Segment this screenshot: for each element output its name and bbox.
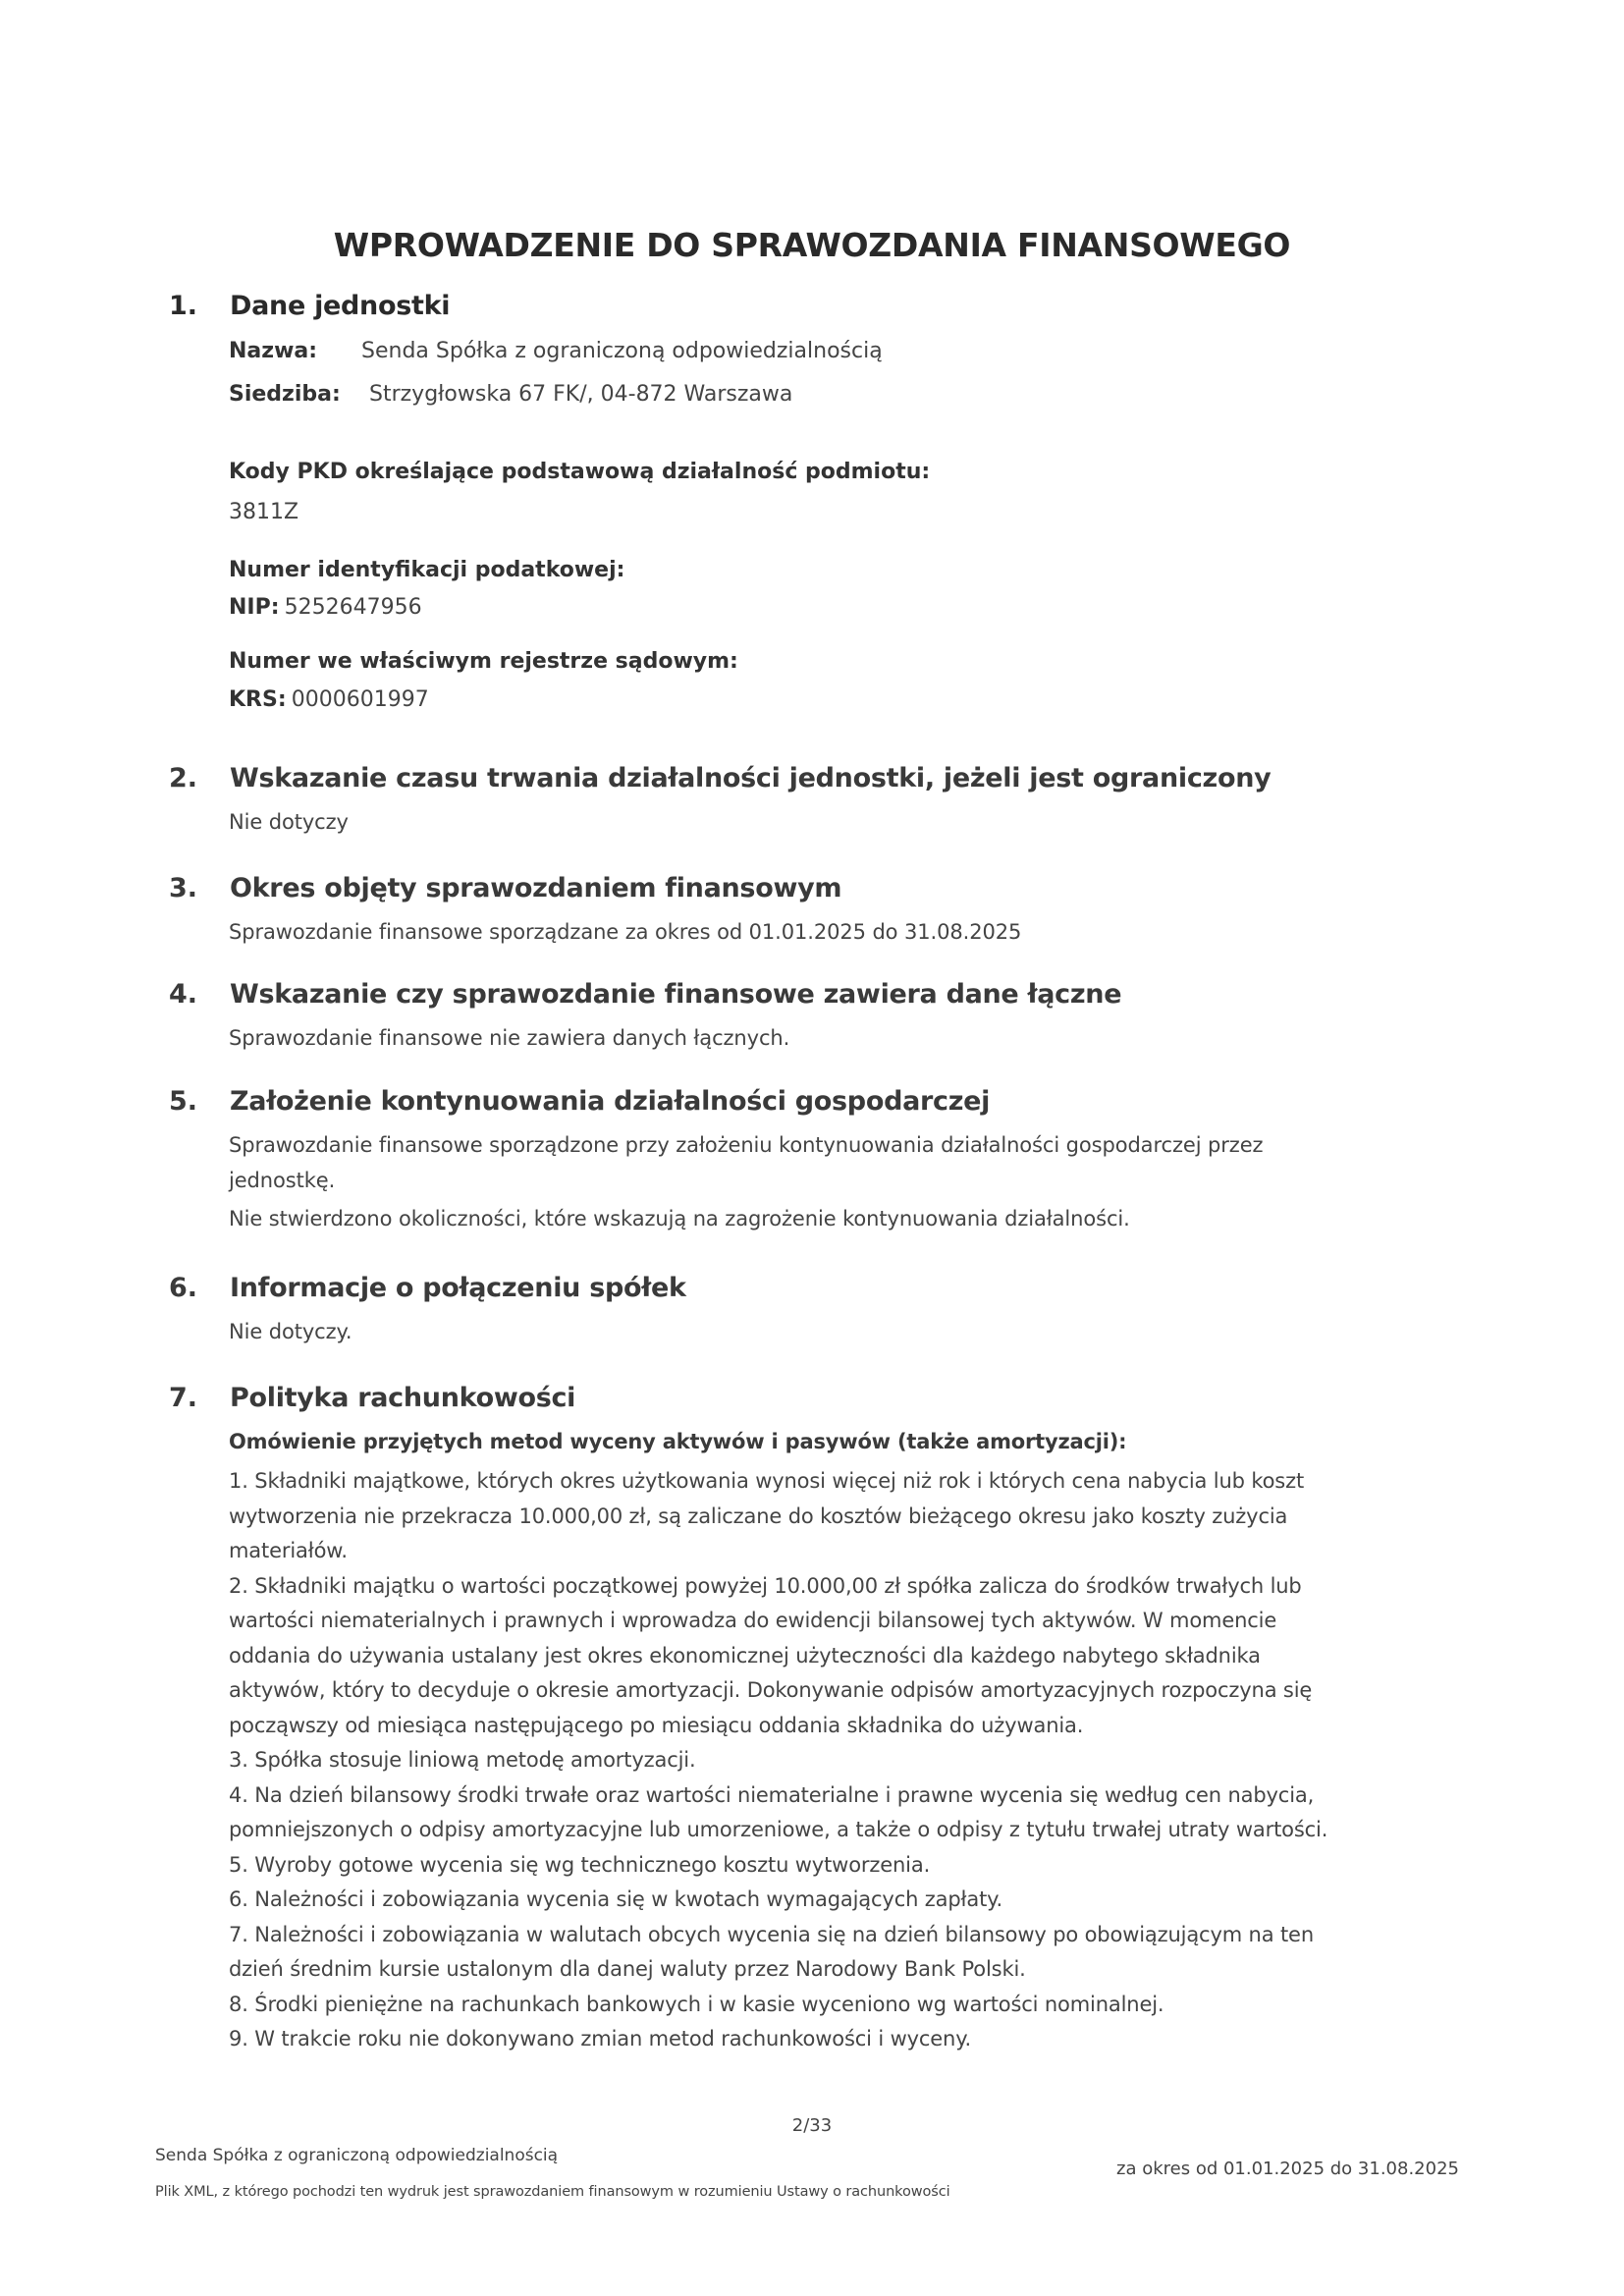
footer-period: za okres od 01.01.2025 do 31.08.2025: [1116, 2159, 1459, 2179]
section-number: 5.: [169, 1086, 198, 1117]
name-value: Senda Spółka z ograniczoną odpowiedzialnością: [361, 339, 883, 363]
footer-note: Plik XML, z którego pochodzi ten wydruk jest sprawozdaniem finansowym w rozumieniu Ustawy o rachunkowości: [155, 2184, 950, 2200]
seat-label: Siedziba:: [229, 382, 341, 407]
policy-line: dzień średnim kursie ustalonym dla danej waluty przez Narodowy Bank Polski.: [229, 1957, 1026, 1981]
policy-line: oddania do używania ustalany jest okres ekonomicznej użyteczności dla każdego nabytego składnika: [229, 1643, 1261, 1667]
section-heading: Okres objęty sprawozdaniem finansowym: [230, 873, 842, 903]
section-number: 4.: [169, 979, 198, 1010]
policy-line: 2. Składniki majątku o wartości początkowej powyżej 10.000,00 zł spółka zalicza do środków trwałych lub: [229, 1573, 1302, 1598]
policy-line: 8. Środki pieniężne na rachunkach bankowych i w kasie wyceniono wg wartości nominalnej.: [229, 1992, 1164, 2016]
section-text: jednostkę.: [229, 1169, 336, 1192]
policy-line: 4. Na dzień bilansowy środki trwałe oraz wartości niematerialne i prawne wycenia się według cen nabycia,: [229, 1782, 1315, 1807]
policy-line: 6. Należności i zobowiązania wycenia się w kwotach wymagających zapłaty.: [229, 1887, 1002, 1911]
section-heading: Wskazanie czy sprawozdanie finansowe zawiera dane łączne: [230, 979, 1122, 1010]
krs-value: 0000601997: [291, 687, 429, 712]
section-text: Sprawozdanie finansowe nie zawiera danych łącznych.: [229, 1026, 790, 1050]
section-text: Sprawozdanie finansowe sporządzane za okres od 01.01.2025 do 31.08.2025: [229, 920, 1022, 944]
section-heading: Założenie kontynuowania działalności gospodarczej: [230, 1086, 991, 1117]
section-subheading: Omówienie przyjętych metod wyceny aktywów i pasywów (także amortyzacji):: [229, 1430, 1127, 1453]
policy-line: materiałów.: [229, 1539, 348, 1562]
section-text: Sprawozdanie finansowe sporządzone przy założeniu kontynuowania działalności gospodarczej przez: [229, 1133, 1264, 1157]
policy-line: 9. W trakcie roku nie dokonywano zmian metod rachunkowości i wyceny.: [229, 2027, 972, 2050]
policy-line: aktywów, który to decyduje o okresie amortyzacji. Dokonywanie odpisów amortyzacyjnych rozpoczyna się: [229, 1678, 1313, 1702]
section-heading: Wskazanie czasu trwania działalności jednostki, jeżeli jest ograniczony: [230, 763, 1272, 793]
section-number: 7.: [169, 1383, 198, 1413]
policy-line: 5. Wyroby gotowe wycenia się wg technicznego kosztu wytworzenia.: [229, 1852, 931, 1877]
section-number: 1.: [169, 291, 198, 321]
section-number: 6.: [169, 1273, 198, 1303]
nip-value: 5252647956: [284, 595, 422, 620]
section-text: Nie stwierdzono okoliczności, które wskazują na zagrożenie kontynuowania działalności.: [229, 1207, 1130, 1230]
section-heading: Polityka rachunkowości: [230, 1383, 576, 1413]
policy-line: począwszy od miesiąca następującego po miesiącu oddania składnika do używania.: [229, 1713, 1084, 1737]
policy-line: 1. Składniki majątkowe, których okres użytkowania wynosi więcej niż rok i których cena nabycia lub koszt: [229, 1469, 1305, 1493]
footer-company: Senda Spółka z ograniczoną odpowiedzialnością: [155, 2146, 559, 2165]
section-number: 2.: [169, 763, 198, 793]
section-text: Nie dotyczy.: [229, 1320, 352, 1343]
pkd-value: 3811Z: [229, 500, 299, 524]
policy-line: wartości niematerialnych i prawnych i wprowadza do ewidencji bilansowej tych aktywów. W momencie: [229, 1609, 1277, 1632]
section-heading: Dane jednostki: [230, 291, 451, 321]
policy-line: 7. Należności i zobowiązania w walutach obcych wycenia się na dzień bilansowy po obowiązującym na ten: [229, 1922, 1314, 1946]
nip-row: [229, 597, 422, 619]
policy-line: 3. Spółka stosuje liniową metodę amortyzacji.: [229, 1748, 696, 1772]
nip-label: NIP:: [229, 595, 280, 620]
pkd-label: Kody PKD określające podstawową działalność podmiotu:: [229, 460, 931, 484]
page-number: 2/33: [791, 2115, 833, 2136]
policy-line: wytworzenia nie przekracza 10.000,00 zł, są zaliczane do kosztów bieżącego okresu jako koszty zużycia: [229, 1503, 1288, 1528]
name-label: Nazwa:: [229, 339, 318, 363]
section-number: 3.: [169, 873, 198, 903]
krs-heading: Numer we właściwym rejestrze sądowym:: [229, 649, 738, 674]
document-title: WPROWADZENIE DO SPRAWOZDANIA FINANSOWEGO: [333, 226, 1291, 264]
seat-value: Strzygłowska 67 FK/, 04-872 Warszawa: [369, 382, 793, 407]
policy-line: pomniejszonych o odpisy amortyzacyjne lub umorzeniowe, a także o odpisy z tytułu trwałej utraty wartości.: [229, 1818, 1328, 1841]
nip-heading: Numer identyfikacji podatkowej:: [229, 558, 625, 582]
krs-row: [229, 689, 429, 711]
krs-label: KRS:: [229, 687, 287, 712]
section-heading: Informacje o połączeniu spółek: [230, 1273, 686, 1303]
section-text: Nie dotyczy: [229, 810, 349, 834]
